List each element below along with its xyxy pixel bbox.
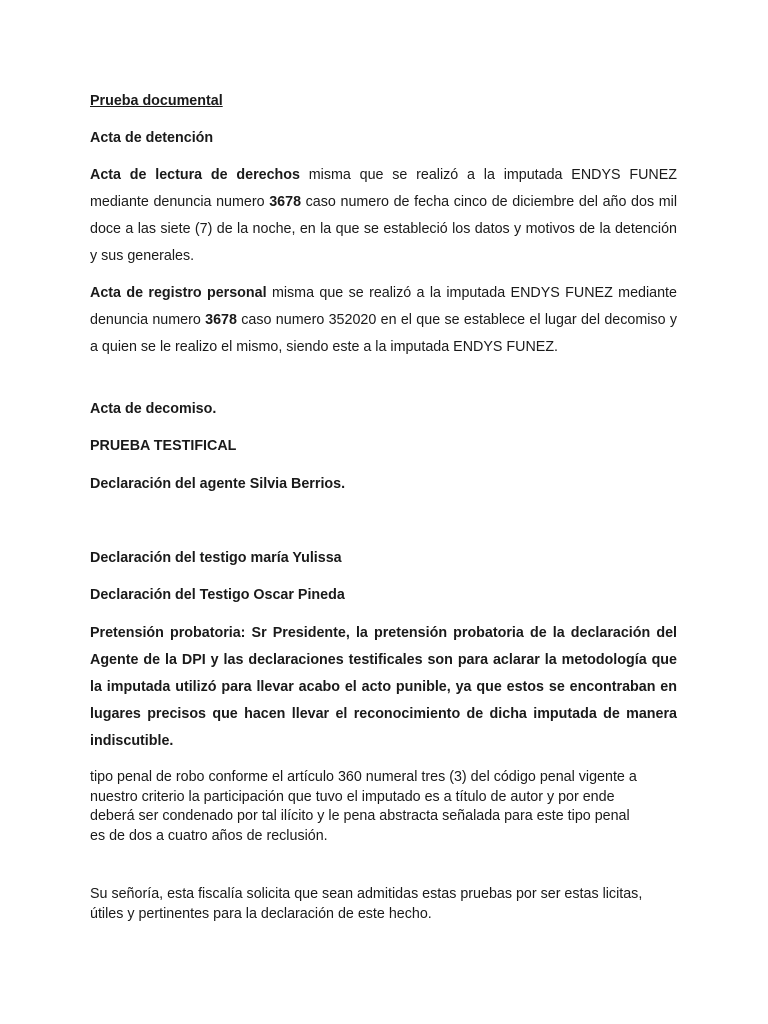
- text-line: útiles y pertinentes para la declaración de este hecho.: [90, 905, 432, 922]
- heading-prueba-testifical: PRUEBA TESTIFICAL: [90, 438, 237, 454]
- paragraph-solicitud: [90, 885, 677, 924]
- heading-acta-decomiso: Acta de decomiso.: [90, 401, 217, 417]
- paragraph-acta-registro-personal: [90, 280, 677, 361]
- paragraph-tipo-penal: [90, 768, 677, 846]
- denuncia-number: 3678: [205, 312, 237, 328]
- heading-acta-detencion: Acta de detención: [90, 130, 214, 146]
- paragraph-text: caso numero 352020 en el que se establece el lugar del decomiso y a quien se le realizo el mismo, siendo este a la imputada ENDYS FUNEZ.: [90, 312, 678, 355]
- declaracion-agente: Declaración del agente Silvia Berrios.: [90, 476, 346, 492]
- paragraph-text: caso numero de fecha cinco de diciembre del año dos mil doce a las siete (7) de la noche, en la que se estableció los datos y motivos de la detención y sus generales.: [90, 194, 677, 264]
- paragraph-text: misma que se realizó a la imputada ENDYS FUNEZ mediante denuncia numero: [90, 285, 677, 328]
- text-line: nuestro criterio la participación que tuvo el imputado es a título de autor y por ende: [90, 788, 615, 805]
- text-line: Su señoría, esta fiscalía solicita que sean admitidas estas pruebas por ser estas licitas,: [90, 886, 643, 902]
- paragraph-acta-lectura-derechos: [90, 162, 677, 270]
- heading-prueba-documental: Prueba documental: [90, 93, 223, 109]
- paragraph-lead: Acta de registro personal: [90, 285, 267, 301]
- denuncia-number: 3678: [269, 194, 302, 210]
- text-line: es de dos a cuatro años de reclusión.: [90, 827, 328, 844]
- paragraph-text: misma que se realizó a la imputada ENDYS FUNEZ mediante denuncia numero: [90, 167, 677, 210]
- pretension-probatoria: Pretensión probatoria: Sr Presidente, la pretensión probatoria de la declaración del Agente de la DPI y las declaraciones testificales son para aclarar la metodología que la imputada utilizó para llevar acabo el acto punible, ya que estos se encontraban en lugares precisos que hacen llevar el reconocimiento de dicha imputada de manera indiscutible.: [90, 625, 677, 749]
- paragraph-lead: Acta de lectura de derechos: [90, 167, 300, 183]
- declaracion-testigo-maria: Declaración del testigo maría Yulissa: [90, 550, 342, 566]
- text-line: tipo penal de robo conforme el artículo 360 numeral tres (3) del código penal vigente a: [90, 769, 637, 785]
- text-line: deberá ser condenado por tal ilícito y le pena abstracta señalada para este tipo penal: [90, 808, 630, 824]
- declaracion-testigo-oscar: Declaración del Testigo Oscar Pineda: [90, 587, 345, 603]
